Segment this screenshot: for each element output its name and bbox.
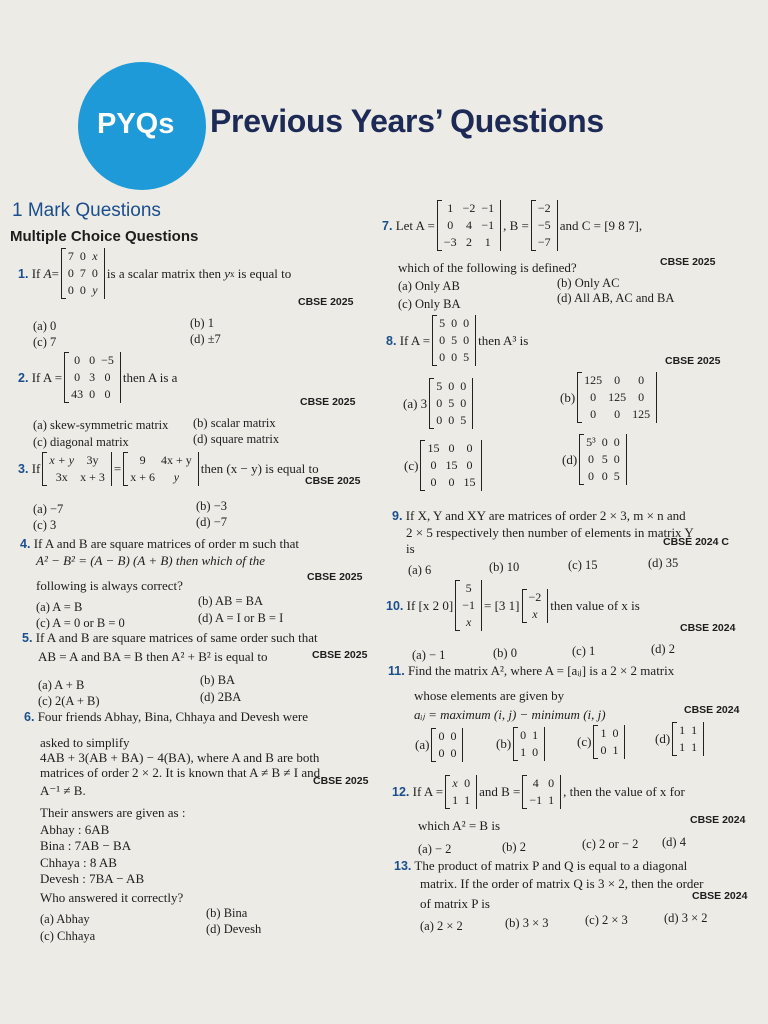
q12-tag: CBSE 2024	[690, 814, 746, 826]
q11-opt-a: (a) 0 0 0 0	[415, 728, 465, 762]
q3-pre: If	[31, 461, 41, 476]
section-heading: 1 Mark Questions	[12, 200, 161, 221]
q3-matrix-left: x + y 3x 3y x + 3	[42, 452, 112, 486]
q1-tag: CBSE 2025	[298, 296, 354, 308]
q7-stem: 7. Let A = 1 0 −3 −2 4 2 −1 −1 1 , B = −2 −5 −7 and C = [9 8 7],	[382, 201, 643, 249]
q1-eq: =	[51, 265, 59, 281]
q10-opt-a: (a) − 1	[412, 648, 446, 662]
q6-opt-a: (a) Abhay	[40, 912, 90, 926]
q3-opt-c: (c) 3	[33, 518, 57, 532]
q4-opt-b: (b) AB = BA	[198, 594, 264, 608]
q9-line2: 2 × 5 respectively then number of elements in matrix Y	[406, 525, 694, 540]
q6-answer-4: Devesh : 7BA − AB	[40, 871, 145, 886]
q2-post: then A is a	[122, 369, 178, 385]
q7-tag: CBSE 2025	[660, 256, 716, 268]
pyqs-badge-label: PYQs	[97, 108, 175, 140]
q1-opt-b: (b) 1	[190, 316, 214, 330]
q6-opt-d: (d) Devesh	[206, 922, 262, 936]
q6-tag: CBSE 2025	[313, 775, 369, 787]
q12-opt-c: (c) 2 or − 2	[582, 837, 639, 851]
q1-var: A	[43, 265, 52, 281]
q5-line1: 5. If A and B are square matrices of same order such that	[22, 630, 318, 645]
q13-line2: matrix. If the order of matrix Q is 3 × 2, then the order	[420, 876, 704, 891]
q2-stem	[18, 352, 177, 403]
q4-line1: 4. If A and B are square matrices of order m such that	[20, 536, 300, 551]
q2-matrix: 0 0 43 0 3 0 −5 0 0	[64, 352, 121, 403]
q9-opt-c: (c) 15	[568, 558, 598, 572]
q7-line2: which of the following is defined?	[398, 260, 577, 275]
q8-opt-d: (d) 5³ 0 0 0 5 0 0 0 5	[562, 434, 629, 485]
section-subheading: Multiple Choice Questions	[10, 228, 199, 245]
q8-tag: CBSE 2025	[665, 355, 721, 367]
q6-line7: Who answered it correctly?	[40, 890, 184, 905]
q11-line3: aᵢⱼ = maximum (i, j) − minimum (i, j)	[414, 707, 606, 722]
q2-tag: CBSE 2025	[300, 396, 356, 408]
q9-line3: is	[406, 541, 415, 556]
q6-answer-2: Bina : 7AB − BA	[40, 838, 132, 853]
q11-opt-c: (c) 1 0 0 1	[577, 725, 627, 759]
q4-line2: A² − B² = (A − B) (A + B) then which of the	[36, 553, 266, 568]
q3-post: then (x − y) is equal to	[200, 461, 319, 476]
q8-opt-b: (b) 125 0 0 0 125 0 0 0 125	[560, 372, 659, 423]
q6-answer-1: Abhay : 6AB	[40, 822, 110, 837]
q12-stem: 12. If A = x 1 0 1 and B = 4 −1 0 1 , then the value of x for	[392, 776, 685, 807]
q5-opt-a: (a) A + B	[38, 678, 85, 692]
page-title: Previous Years’ Questions	[210, 103, 604, 139]
q13-opt-b: (b) 3 × 3	[505, 916, 549, 930]
q10-opt-d: (d) 2	[651, 642, 675, 656]
q4-line3: following is always correct?	[36, 578, 183, 593]
q13-line1: 13. The product of matrix P and Q is equal to a diagonal	[394, 858, 688, 873]
q10-stem: 10. If [x 2 0] 5 −1 x = [3 1] −2 x then value of x is	[386, 581, 640, 629]
q3-matrix-right: 9 x + 6 4x + y y	[123, 452, 199, 486]
q4-opt-d: (d) A = I or B = I	[198, 611, 284, 625]
q7-opt-a: (a) Only AB	[398, 279, 460, 293]
q1-opt-c: (c) 7	[33, 335, 57, 349]
q2-opt-d: (d) square matrix	[193, 432, 280, 446]
q10-matrix-2: −2 x	[522, 589, 549, 623]
q4-opt-c: (c) A = 0 or B = 0	[36, 616, 125, 630]
q3-number: 3.	[18, 462, 29, 476]
q8-stem: 8. If A = 5 0 0 0 5 0 0 0 5 then A³ is	[386, 316, 529, 364]
q3-opt-a: (a) −7	[33, 502, 64, 516]
q13-line3: of matrix P is	[420, 896, 490, 911]
q12-matrix-b: 4 −1 0 1	[522, 775, 561, 809]
q1-number: 1.	[18, 266, 29, 281]
q3-tag: CBSE 2025	[305, 475, 361, 487]
q6-answer-3: Chhaya : 8 AB	[40, 855, 117, 870]
q10-tag: CBSE 2024	[680, 622, 736, 634]
q3-opt-b: (b) −3	[196, 499, 227, 513]
q1-post: is a scalar matrix then	[106, 265, 221, 281]
q3-opt-d: (d) −7	[196, 515, 227, 529]
q11-opt-b: (b) 0 1 1 0	[496, 727, 547, 761]
q6-line4: matrices of order 2 × 2. It is known that A ≠ B ≠ I and	[40, 765, 321, 780]
q6-line1: 6. Four friends Abhay, Bina, Chhaya and Devesh were	[24, 709, 308, 724]
q13-opt-a: (a) 2 × 2	[420, 919, 463, 933]
q1-pre: If	[31, 265, 41, 281]
q2-opt-b: (b) scalar matrix	[193, 416, 276, 430]
q5-opt-b: (b) BA	[200, 673, 236, 687]
q2-pre: If A =	[31, 369, 63, 385]
q2-opt-c: (c) diagonal matrix	[33, 435, 129, 449]
q1-opt-a: (a) 0	[33, 319, 57, 333]
q9-line1: 9. If X, Y and XY are matrices of order 2 × 3, m × n and	[392, 508, 686, 523]
q11-opt-d: (d) 1 1 1 1	[655, 722, 706, 756]
q10-opt-b: (b) 0	[493, 646, 517, 660]
q5-opt-c: (c) 2(A + B)	[38, 694, 100, 708]
q1-opt-d: (d) ±7	[190, 332, 221, 346]
q7-opt-c: (c) Only BA	[398, 297, 461, 311]
q2-number: 2.	[18, 370, 29, 385]
q13-opt-d: (d) 3 × 2	[664, 911, 708, 925]
q6-line5: A⁻¹ ≠ B.	[40, 783, 86, 798]
q10-opt-c: (c) 1	[572, 644, 596, 658]
q6-opt-c: (c) Chhaya	[40, 929, 96, 943]
q6-line6: Their answers are given as :	[40, 805, 186, 820]
q1-stem: 1. If A = 7 0 0 0 7 0 x 0 y is a scalar matrix then y x is equal to	[18, 249, 292, 297]
q9-tag: CBSE 2024 C	[663, 536, 729, 548]
q6-line2: asked to simplify	[40, 735, 130, 750]
q8-opt-c: (c) 15 0 0 0 15 0 0 0 15	[404, 440, 484, 491]
q4-tag: CBSE 2025	[307, 571, 363, 583]
q13-tag: CBSE 2024	[692, 890, 748, 902]
q5-opt-d: (d) 2BA	[200, 690, 242, 704]
q10-matrix-1: 5 −1 x	[455, 580, 482, 631]
q11-line1: 11. Find the matrix A², where A = [aᵢⱼ] is a 2 × 2 matrix	[388, 663, 675, 678]
q8-opt-a: (a) 3 5 0 0 0 5 0 0 0 5	[403, 378, 475, 429]
q8-matrix: 5 0 0 0 5 0 0 0 5	[432, 315, 476, 366]
q12-line2: which A² = B is	[418, 818, 501, 833]
q12-matrix-a: x 1 0 1	[445, 775, 477, 809]
q12-opt-a: (a) − 2	[418, 842, 452, 856]
q12-opt-d: (d) 4	[662, 835, 686, 849]
q2-opt-a: (a) skew-symmetric matrix	[33, 418, 169, 432]
q3-stem: 3. If x + y 3x 3y x + 3 = 9 x + 6 4x + y y then (x − y) is equal to	[18, 453, 319, 484]
q11-line2: whose elements are given by	[414, 688, 565, 703]
q11-tag: CBSE 2024	[684, 704, 740, 716]
q7-matrix-b: −2 −5 −7	[531, 200, 558, 251]
q12-opt-b: (b) 2	[502, 840, 526, 854]
q13-opt-c: (c) 2 × 3	[585, 913, 628, 927]
q7-opt-d: (d) All AB, AC and BA	[557, 291, 675, 305]
q9-opt-a: (a) 6	[408, 563, 432, 577]
q6-opt-b: (b) Bina	[206, 906, 248, 920]
q5-tag: CBSE 2025	[312, 649, 368, 661]
q6-line3: 4AB + 3(AB + BA) − 4(BA), where A and B are both	[40, 750, 320, 765]
q1-matrix: 7 0 0 0 7 0 x 0 y	[61, 248, 105, 299]
q1-post2: is equal to	[237, 265, 292, 281]
q1-expr: y	[224, 265, 231, 281]
q9-opt-b: (b) 10	[489, 560, 520, 574]
q4-opt-a: (a) A = B	[36, 600, 83, 614]
q5-line2: AB = A and BA = B then A² + B² is equal to	[38, 649, 268, 664]
q9-opt-d: (d) 35	[648, 556, 679, 570]
q7-opt-b: (b) Only AC	[557, 276, 620, 290]
q7-matrix-a: 1 0 −3 −2 4 2 −1 −1 1	[437, 200, 501, 251]
